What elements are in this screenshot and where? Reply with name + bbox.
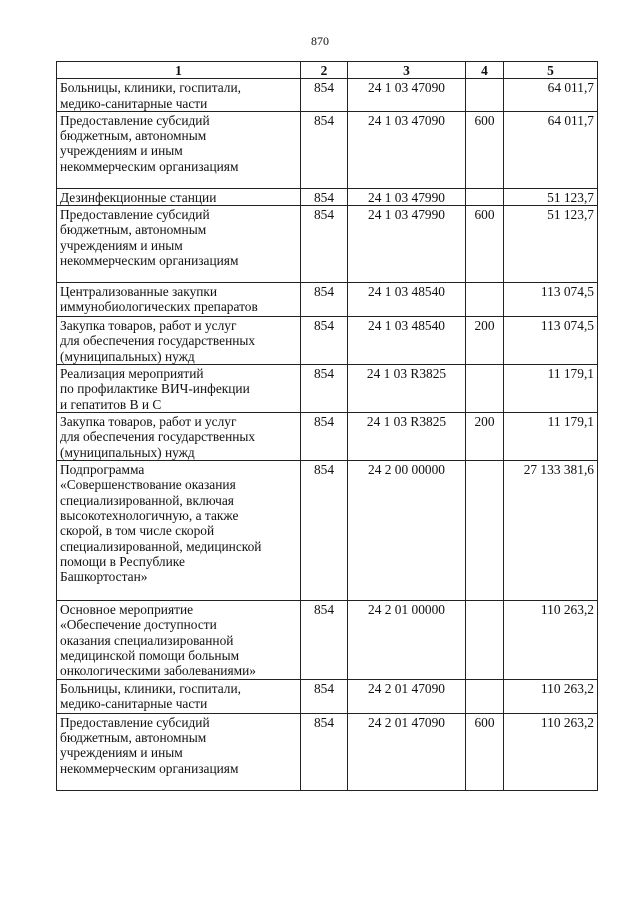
header-col-1: 1 — [57, 62, 301, 79]
cell-name-line: Закупка товаров, работ и услуг — [60, 414, 237, 430]
cell-amount: 110 263,2 — [504, 601, 598, 679]
page-number: 870 — [311, 34, 329, 48]
cell-type: 600 — [466, 111, 504, 188]
cell-type — [466, 283, 504, 317]
cell-type: 600 — [466, 206, 504, 283]
cell-name — [57, 188, 301, 205]
cell-amount: 113 074,5 — [504, 283, 598, 317]
cell-name-line: учреждениям и иным — [60, 237, 183, 253]
cell-name-line: медико-санитарные части — [60, 95, 208, 111]
header-col-2: 2 — [301, 62, 348, 79]
table-row — [57, 713, 598, 790]
cell-name-line: некоммерческим организациям — [60, 253, 239, 269]
cell-name-line: для обеспечения государственных — [60, 333, 256, 349]
table-row — [57, 79, 598, 112]
table-row — [57, 601, 598, 679]
cell-name-line: «Совершенствование оказания — [60, 477, 236, 493]
header-col-3: 3 — [348, 62, 466, 79]
cell-name-line: Больницы, клиники, госпитали, — [60, 80, 241, 96]
cell-name-line: Реализация мероприятий — [60, 366, 204, 382]
cell-name — [57, 317, 301, 365]
cell-amount: 64 011,7 — [504, 79, 598, 112]
cell-article: 24 1 03 47090 — [348, 111, 466, 188]
table-row — [57, 461, 598, 601]
cell-name — [57, 111, 301, 188]
cell-article: 24 1 03 R3825 — [348, 365, 466, 413]
header-col-5: 5 — [504, 62, 598, 79]
cell-amount: 11 179,1 — [504, 365, 598, 413]
cell-name-line: Централизованные закупки — [60, 284, 218, 300]
cell-name-line: бюджетным, автономным — [60, 729, 207, 745]
table-row — [57, 111, 598, 188]
cell-code: 854 — [301, 111, 348, 188]
cell-name-line: (муниципальных) нужд — [60, 348, 195, 364]
cell-name — [57, 601, 301, 679]
cell-amount: 11 179,1 — [504, 413, 598, 461]
table-row — [57, 206, 598, 283]
header-row — [57, 62, 598, 79]
cell-name-line: помощи в Республике — [60, 553, 185, 569]
cell-code: 854 — [301, 206, 348, 283]
cell-name — [57, 461, 301, 601]
cell-article: 24 1 03 R3825 — [348, 413, 466, 461]
cell-article: 24 2 01 47090 — [348, 679, 466, 713]
table-row — [57, 365, 598, 413]
cell-name-line: «Обеспечение доступности — [60, 617, 217, 633]
cell-code: 854 — [301, 713, 348, 790]
cell-amount: 51 123,7 — [504, 206, 598, 283]
cell-name — [57, 283, 301, 317]
cell-article: 24 1 03 47990 — [348, 206, 466, 283]
cell-name-line: специализированной, медицинской — [60, 538, 262, 554]
cell-article: 24 2 00 00000 — [348, 461, 466, 601]
cell-type: 200 — [466, 317, 504, 365]
cell-code: 854 — [301, 317, 348, 365]
cell-name-line: медицинской помощи больным — [60, 648, 240, 664]
table-row — [57, 317, 598, 365]
cell-name-line: Дезинфекционные станции — [60, 189, 217, 205]
cell-code: 854 — [301, 365, 348, 413]
cell-code: 854 — [301, 413, 348, 461]
cell-name — [57, 79, 301, 112]
cell-name-line: (муниципальных) нужд — [60, 444, 195, 460]
cell-name-line: по профилактике ВИЧ-инфекции — [60, 381, 250, 397]
cell-type — [466, 601, 504, 679]
cell-name-line: Башкортостан» — [60, 569, 148, 585]
cell-type: 200 — [466, 413, 504, 461]
cell-article: 24 1 03 47090 — [348, 79, 466, 112]
cell-type — [466, 365, 504, 413]
cell-article: 24 2 01 47090 — [348, 713, 466, 790]
cell-name-line: учреждениям и иным — [60, 143, 183, 159]
cell-name — [57, 413, 301, 461]
cell-name-line: Подпрограмма — [60, 462, 145, 478]
table-row — [57, 283, 598, 317]
cell-name-line: специализированной, включая — [60, 492, 234, 508]
cell-name-line: некоммерческим организациям — [60, 158, 239, 174]
cell-name-line: для обеспечения государственных — [60, 429, 256, 445]
cell-amount: 51 123,7 — [504, 188, 598, 205]
cell-name-line: Основное мероприятие — [60, 602, 194, 618]
cell-name — [57, 365, 301, 413]
cell-name-line: скорой, в том числе скорой — [60, 523, 215, 539]
cell-amount: 27 133 381,6 — [504, 461, 598, 601]
cell-name-line: бюджетным, автономным — [60, 222, 207, 238]
cell-amount: 64 011,7 — [504, 111, 598, 188]
cell-amount: 110 263,2 — [504, 679, 598, 713]
cell-name-line: медико-санитарные части — [60, 695, 208, 711]
cell-type: 600 — [466, 713, 504, 790]
cell-article: 24 1 03 47990 — [348, 188, 466, 205]
cell-code: 854 — [301, 188, 348, 205]
cell-type — [466, 461, 504, 601]
table-row — [57, 413, 598, 461]
cell-amount: 113 074,5 — [504, 317, 598, 365]
cell-article: 24 2 01 00000 — [348, 601, 466, 679]
cell-name-line: иммунобиологических препаратов — [60, 299, 258, 315]
cell-code: 854 — [301, 283, 348, 317]
cell-name-line: Закупка товаров, работ и услуг — [60, 318, 237, 334]
cell-name-line: онкологическими заболеваниями» — [60, 663, 256, 679]
cell-name-line: Больницы, клиники, госпитали, — [60, 680, 241, 696]
cell-name — [57, 679, 301, 713]
table-body — [57, 79, 598, 790]
cell-article: 24 1 03 48540 — [348, 283, 466, 317]
cell-name-line: Предоставление субсидий — [60, 112, 210, 128]
cell-type — [466, 188, 504, 205]
cell-type — [466, 79, 504, 112]
cell-name-line: оказания специализированной — [60, 632, 234, 648]
table-row — [57, 679, 598, 713]
table-row — [57, 188, 598, 205]
cell-name — [57, 713, 301, 790]
cell-name-line: и гепатитов В и С — [60, 396, 162, 412]
cell-name-line: учреждениям и иным — [60, 745, 183, 761]
cell-name-line: некоммерческим организациям — [60, 760, 239, 776]
cell-article: 24 1 03 48540 — [348, 317, 466, 365]
cell-name-line: Предоставление субсидий — [60, 714, 210, 730]
cell-code: 854 — [301, 79, 348, 112]
cell-type — [466, 679, 504, 713]
cell-code: 854 — [301, 601, 348, 679]
budget-table — [56, 61, 598, 791]
cell-amount: 110 263,2 — [504, 713, 598, 790]
header-col-4: 4 — [466, 62, 504, 79]
cell-code: 854 — [301, 679, 348, 713]
cell-name-line: бюджетным, автономным — [60, 128, 207, 144]
cell-name-line: Предоставление субсидий — [60, 207, 210, 223]
cell-name-line: высокотехнологичную, а также — [60, 508, 239, 524]
cell-code: 854 — [301, 461, 348, 601]
cell-name — [57, 206, 301, 283]
